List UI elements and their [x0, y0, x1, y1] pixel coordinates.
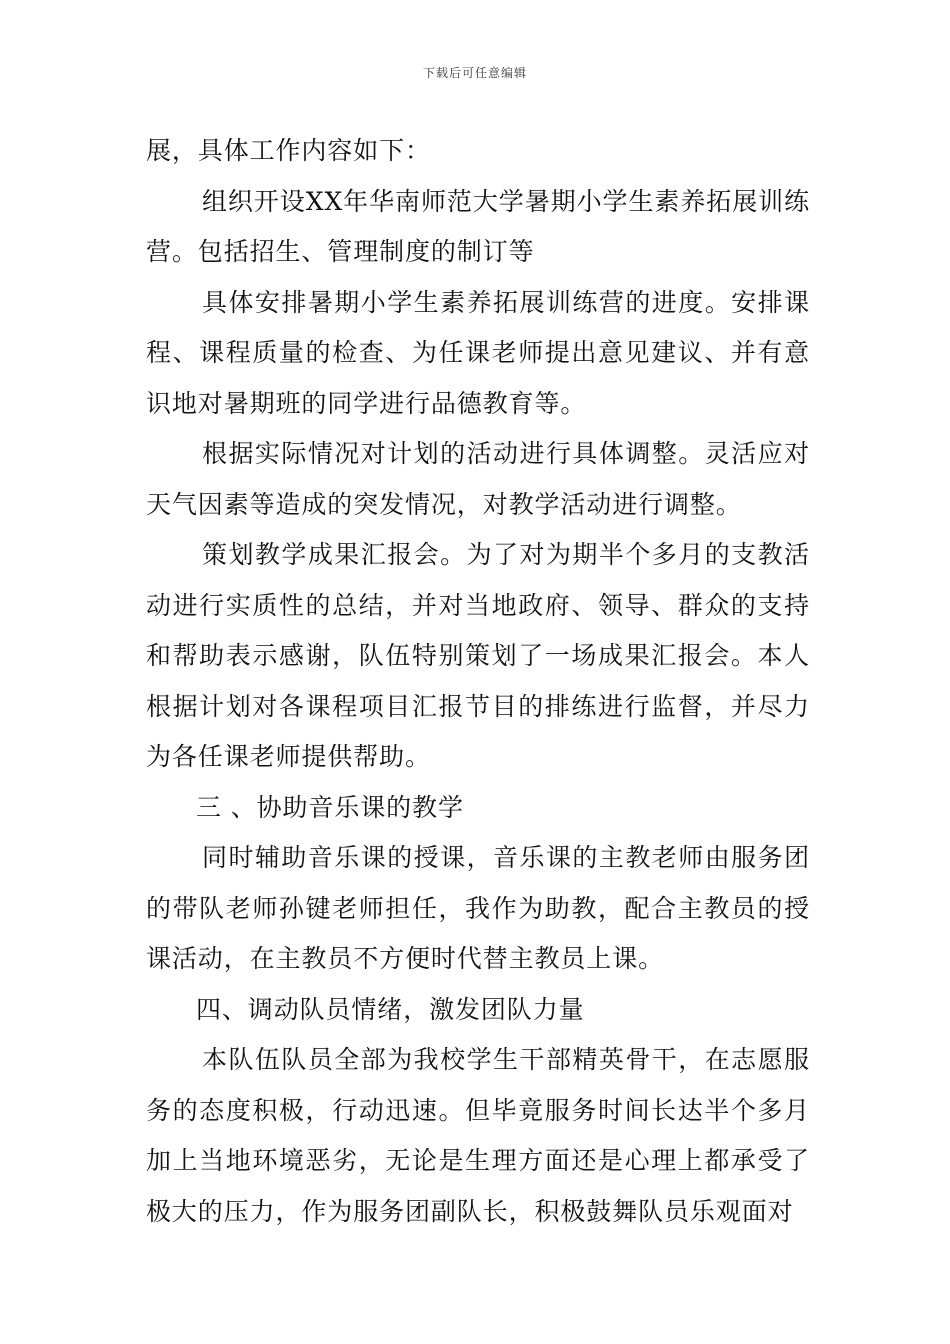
paragraph: 同时辅助音乐课的授课，音乐课的主教老师由服务团的带队老师孙键老师担任，我作为助教，配合主教员的授课活动，在主教员不方便时代替主教员上课。	[146, 843, 810, 973]
document-body	[146, 126, 810, 1237]
paragraph: 展，具体工作内容如下：	[146, 136, 431, 165]
paragraph: 具体安排暑期小学生素养拓展训练营的进度。安排课程、课程质量的检查、为任课老师提出意见建议、并有意识地对暑期班的同学进行品德教育等。	[146, 287, 810, 418]
paragraph: 组织开设XX年华南师范大学暑期小学生素养拓展训练营。包括招生、管理制度的制订等	[146, 186, 810, 266]
paragraph: 根据实际情况对计划的活动进行具体调整。灵活应对天气因素等造成的突发情况，对教学活动进行调整。	[146, 439, 810, 519]
paragraph: 本队伍队员全部为我校学生干部精英骨干，在志愿服务的态度积极，行动迅速。但毕竟服务时间长达半个多月加上当地环境恶劣，无论是生理方面还是心理上都承受了极大的压力，作为服务团副队长，积极鼓舞队员乐观面对	[146, 1045, 810, 1226]
section-heading: 三 、协助音乐课的教学	[196, 792, 464, 822]
page-header: 下载后可任意编辑	[422, 66, 527, 80]
section-heading: 四、调动队员情绪，激发团队力量	[196, 994, 585, 1024]
paragraph: 策划教学成果汇报会。为了对为期半个多月的支教活动进行实质性的总结，并对当地政府、领导、群众的支持和帮助表示感谢，队伍特别策划了一场成果汇报会。本人根据计划对各课程项目汇报节目的排练进行监督，并尽力为各任课老师提供帮助。	[146, 540, 810, 771]
